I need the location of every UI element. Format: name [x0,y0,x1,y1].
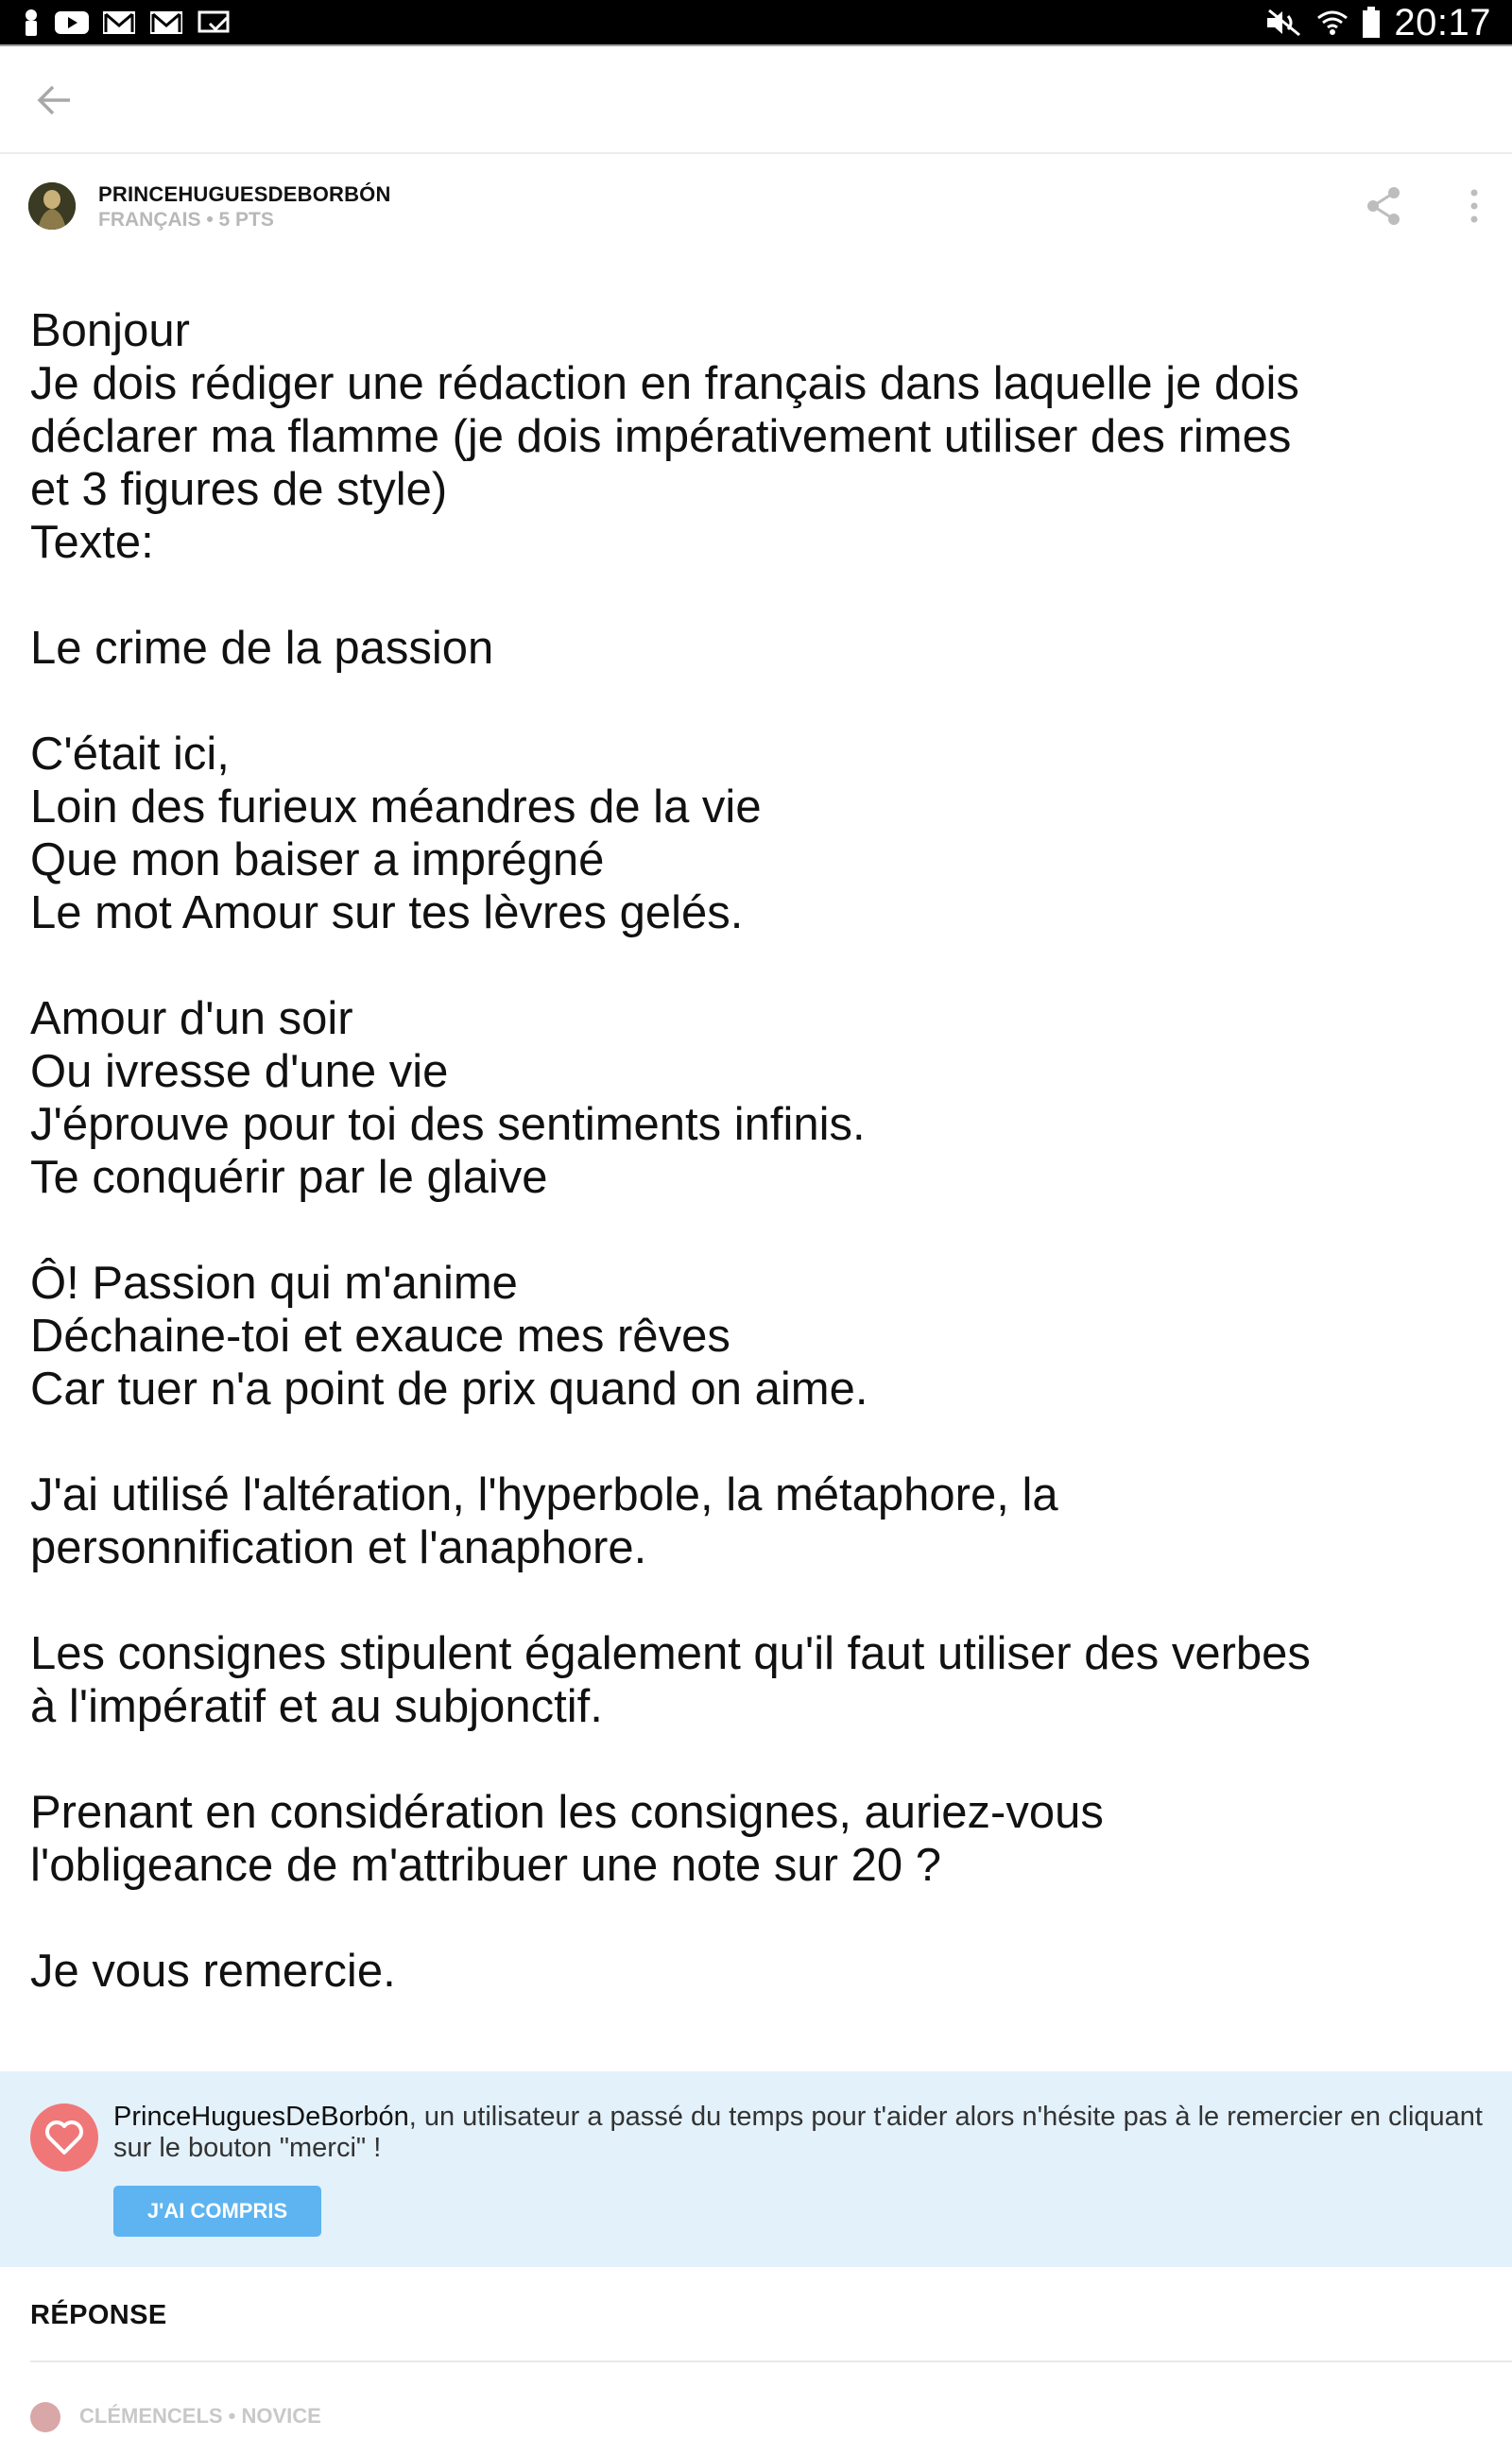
question-line: Le mot Amour sur tes lèvres gelés. [30,887,744,938]
question-line: Ô! Passion qui m'anime [30,1258,518,1309]
wifi-icon [1316,8,1349,38]
gmail-icon [102,8,136,38]
heart-icon [45,2120,83,2155]
question-line: Je dois rédiger une rédaction en français dans laquelle je dois [30,358,1299,409]
battery-icon [1362,8,1381,38]
thanks-message [113,2102,1484,2164]
question-line: Prenant en considération les consignes, auriez-vous [30,1787,1104,1838]
author-name[interactable]: PRINCEHUGUESDEBORBÓN [98,182,391,206]
understood-button[interactable]: J'AI COMPRIS [113,2186,321,2237]
heart-badge [30,2103,98,2172]
blank-line [30,675,1486,728]
answer-section-title: RÉPONSE [30,2300,167,2330]
blank-line [30,1574,1486,1627]
question-line: déclarer ma flamme (je dois impérativement utiliser des rimes [30,411,1292,462]
share-icon [1364,185,1403,227]
back-button[interactable] [28,77,81,124]
youtube-icon [55,8,89,38]
avatar[interactable] [30,2402,60,2432]
thanks-banner [0,2071,1512,2267]
top-toolbar [0,46,1512,154]
arrow-left-icon [36,84,74,116]
question-line: et 3 figures de style) [30,464,448,515]
question-line: Texte: [30,517,154,568]
answer-author-name[interactable]: CLÉMENCELS • NOVICE [79,2404,321,2428]
notification-icon [21,8,42,38]
question-text [30,304,1486,1998]
question-line: Bonjour [30,305,190,356]
avatar[interactable] [28,182,76,230]
question-author [0,154,1512,258]
question-line: Loin des furieux méandres de la vie [30,781,762,833]
blank-line [30,939,1486,992]
author-meta: FRANÇAIS • 5 PTS [98,209,274,231]
question-line: personnification et l'anaphore. [30,1522,647,1573]
question-line: Les consignes stipulent également qu'il faut utiliser des verbes [30,1628,1311,1679]
question-line: Te conquérir par le glaive [30,1152,548,1203]
blank-line [30,569,1486,622]
question-line: Que mon baiser a imprégné [30,834,605,885]
question-line: Le crime de la passion [30,623,494,674]
question-line: C'était ici, [30,729,230,780]
cast-icon [197,8,231,38]
question-line: J'éprouve pour toi des sentiments infinis. [30,1099,866,1150]
status-time: 20:17 [1394,1,1491,43]
question-line: l'obligeance de m'attribuer une note sur 20 ? [30,1840,941,1891]
status-bar-left-icons [21,8,231,38]
question-line: Amour d'un soir [30,993,353,1044]
divider [30,2361,1512,2362]
more-options-button[interactable] [1455,182,1493,230]
blank-line [30,1204,1486,1257]
blank-line [30,1416,1486,1468]
question-line: J'ai utilisé l'altération, l'hyperbole, la métaphore, la [30,1469,1058,1520]
question-line: Déchaine-toi et exauce mes rêves [30,1311,730,1362]
thanks-username[interactable]: PrinceHuguesDeBorbón [113,2102,409,2132]
question-line: Je vous remercie. [30,1946,396,1997]
thanks-message-text: , un utilisateur a passé du temps pour t'aider alors n'hésite pas à le remercier en cliquant sur le bouton "merci" ! [113,2102,1483,2163]
question-line: Car tuer n'a point de prix quand on aime. [30,1364,868,1415]
share-button[interactable] [1361,182,1406,230]
blank-line [30,1892,1486,1945]
blank-line [30,1733,1486,1786]
question-line: à l'impératif et au subjonctif. [30,1681,603,1732]
question-line: Ou ivresse d'une vie [30,1046,449,1097]
more-vertical-icon [1469,187,1480,225]
status-bar [0,0,1512,46]
mute-icon [1265,8,1303,38]
status-bar-right [1265,2,1491,43]
gmail-icon [149,8,183,38]
